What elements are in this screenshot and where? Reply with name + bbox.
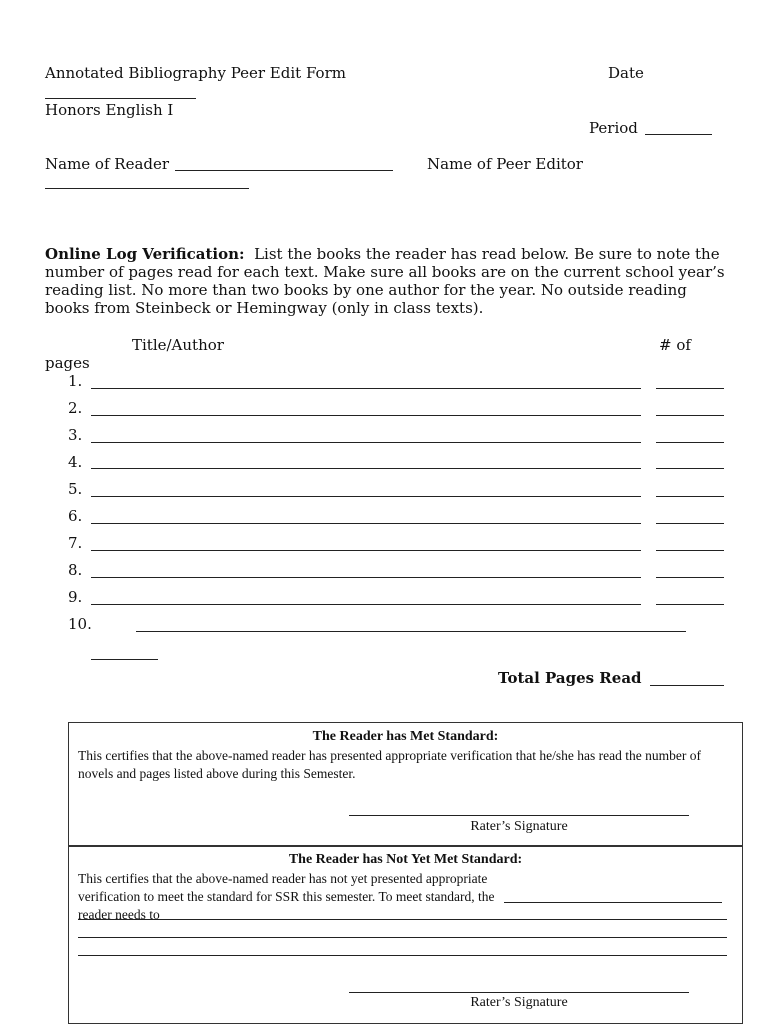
pages-line[interactable] bbox=[656, 415, 724, 416]
title-line[interactable] bbox=[91, 523, 641, 524]
pages-line[interactable] bbox=[656, 468, 724, 469]
not-met-standard-box bbox=[68, 845, 743, 1024]
row-number: 4. bbox=[68, 453, 83, 471]
title-line[interactable] bbox=[91, 415, 641, 416]
date-field-line[interactable] bbox=[45, 98, 196, 99]
reader-label: Name of Reader bbox=[45, 155, 170, 173]
total-pages-label: Total Pages Read bbox=[498, 669, 642, 687]
rater-signature-label: Rater’s Signature bbox=[470, 819, 568, 834]
period-label: Period bbox=[589, 119, 638, 137]
peer-editor-name-line[interactable] bbox=[45, 188, 249, 189]
rater-signature-label: Rater’s Signature bbox=[470, 995, 568, 1010]
title-line[interactable] bbox=[91, 468, 641, 469]
title-line[interactable] bbox=[91, 550, 641, 551]
total-pages-line[interactable] bbox=[650, 685, 724, 686]
met-standard-box bbox=[68, 722, 743, 847]
title-line[interactable] bbox=[91, 442, 641, 443]
notes-line[interactable] bbox=[78, 919, 727, 920]
title-line[interactable] bbox=[136, 631, 686, 632]
row-number: 2. bbox=[68, 399, 83, 417]
instructions bbox=[45, 245, 735, 317]
met-standard-title: The Reader has Met Standard: bbox=[312, 729, 499, 744]
pages-line[interactable] bbox=[656, 496, 724, 497]
title-author-header: Title/Author bbox=[132, 336, 224, 354]
needs-field-line[interactable] bbox=[504, 902, 722, 903]
row-number: 1. bbox=[68, 372, 83, 390]
not-met-standard-text: This certifies that the above-named reader has not yet presented appropriate verification to meet the standard for SSR this semester. To meet standard, the reader needs to bbox=[78, 871, 495, 922]
title-line[interactable] bbox=[91, 604, 641, 605]
row-number: 6. bbox=[68, 507, 83, 525]
reader-name-line[interactable] bbox=[175, 170, 393, 171]
pages-line[interactable] bbox=[656, 442, 724, 443]
row-number: 3. bbox=[68, 426, 83, 444]
not-met-standard-title: The Reader has Not Yet Met Standard: bbox=[288, 852, 523, 867]
notes-line[interactable] bbox=[78, 955, 727, 956]
pages-header-cont: pages bbox=[45, 354, 90, 372]
rater-signature-line[interactable] bbox=[349, 815, 689, 816]
pages-header: # of bbox=[659, 336, 691, 354]
row-number: 9. bbox=[68, 588, 83, 606]
course-name: Honors English I bbox=[45, 101, 174, 119]
peer-editor-label: Name of Peer Editor bbox=[427, 155, 583, 173]
form-title: Annotated Bibliography Peer Edit Form bbox=[45, 64, 346, 82]
pages-line[interactable] bbox=[656, 550, 724, 551]
pages-line[interactable] bbox=[656, 523, 724, 524]
title-line[interactable] bbox=[91, 577, 641, 578]
notes-line[interactable] bbox=[78, 937, 727, 938]
instructions-text: List the books the reader has read below. Be sure to note the number of pages read for each text. Make sure all books are on the current school year’s reading list. No more than two books by one author for the year. No outside reading books from Steinbeck or Hemingway (only in class texts). bbox=[45, 245, 725, 317]
title-line[interactable] bbox=[91, 496, 641, 497]
instructions-heading: Online Log Verification: bbox=[45, 245, 245, 263]
title-line[interactable] bbox=[91, 388, 641, 389]
pages-line[interactable] bbox=[656, 577, 724, 578]
rater-signature-line[interactable] bbox=[349, 992, 689, 993]
row-number: 8. bbox=[68, 561, 83, 579]
row-number: 7. bbox=[68, 534, 83, 552]
met-standard-text: This certifies that the above-named reader has presented appropriate verification that he/she has read the number of novels and pages listed above during this Semester. bbox=[78, 748, 701, 781]
pages-line[interactable] bbox=[656, 388, 724, 389]
row-number: 10. bbox=[68, 615, 92, 633]
pages-line[interactable] bbox=[656, 604, 724, 605]
period-field-line[interactable] bbox=[645, 134, 712, 135]
pages-line[interactable] bbox=[91, 659, 158, 660]
row-number: 5. bbox=[68, 480, 83, 498]
date-label: Date bbox=[608, 64, 644, 82]
